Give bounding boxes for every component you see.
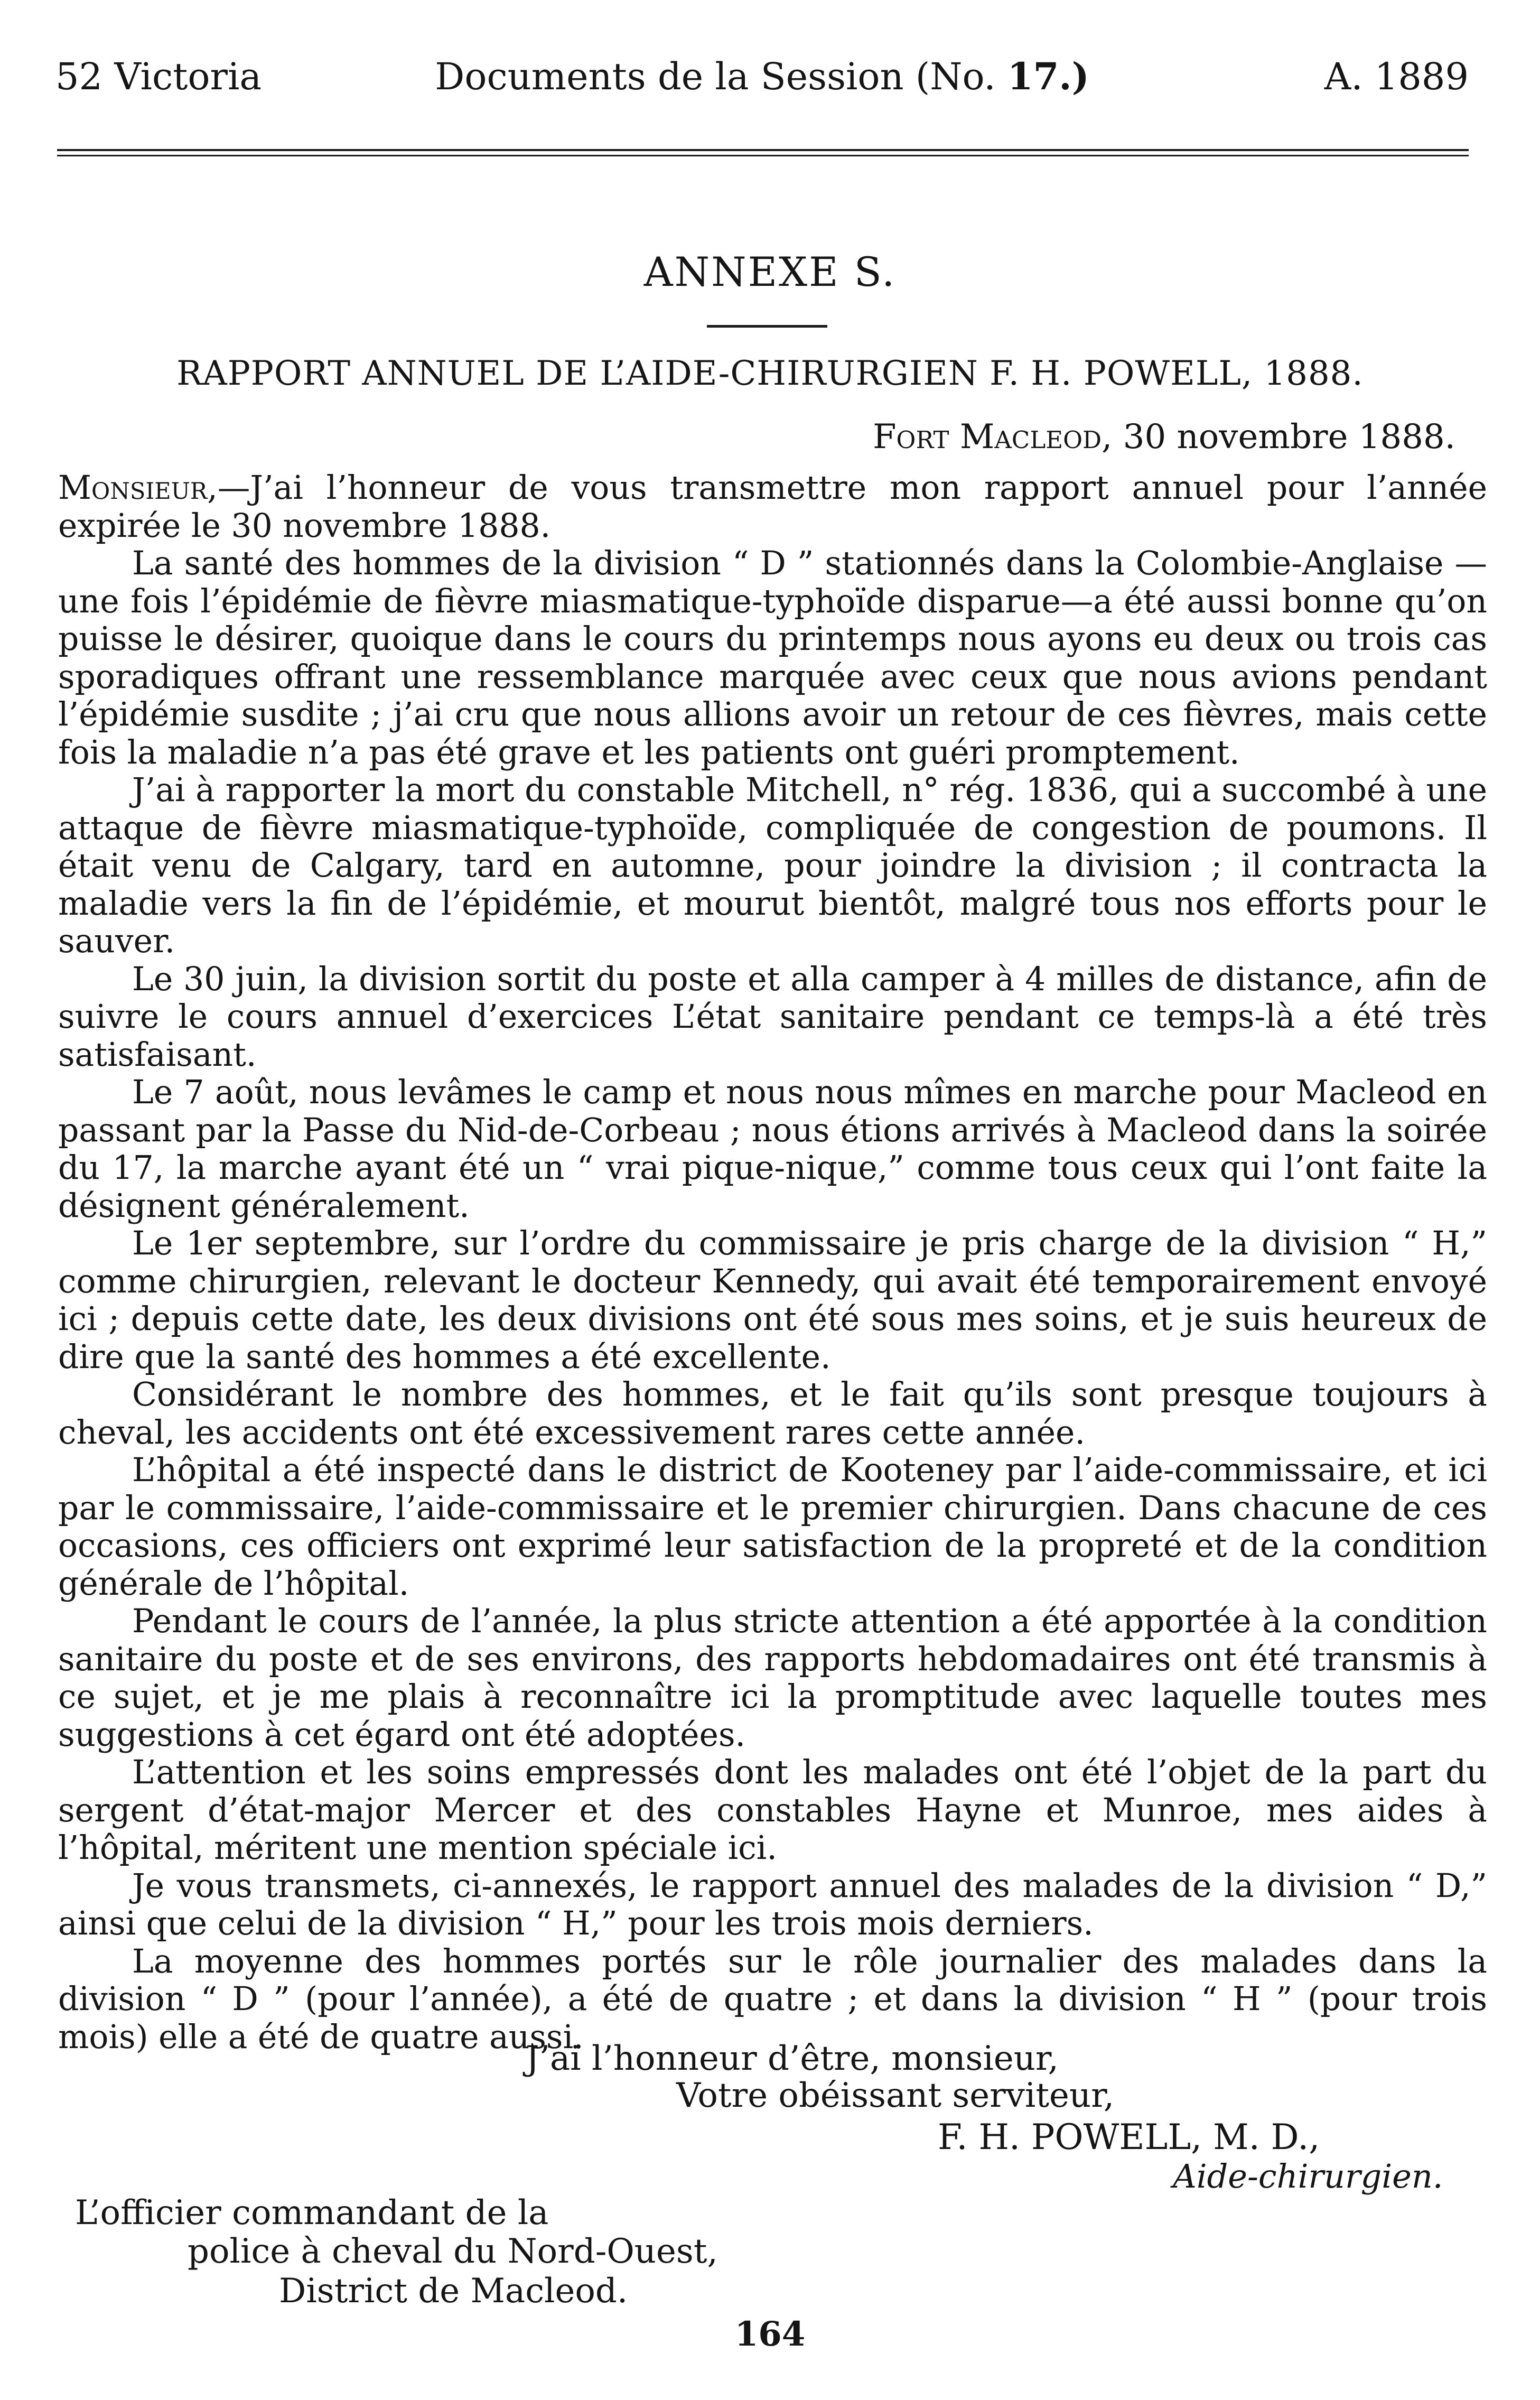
signature-title: Aide-chirurgien.: [1173, 2157, 1443, 2196]
salutation: Monsieur,: [58, 469, 218, 507]
paragraph: [58, 469, 1487, 545]
paragraph: Le 7 août, nous levâmes le camp et nous nous mîmes en marche pour Macleod en passant par la Passe du Nid-de-Corbeau ; nous étions arrivés à Macleod dans la soirée du 17, la marche ayant été un “ vrai pique-nique,” comme tous ceux qui l’ont faite la désignent généralement.: [58, 1073, 1487, 1225]
header-double-rule: [57, 149, 1469, 156]
header-right: A. 1889: [1324, 55, 1469, 98]
report-title: RAPPORT ANNUEL DE L’AIDE-CHIRURGIEN F. H. POWELL, 1888.: [176, 354, 1364, 393]
header-center: [55, 50, 1469, 103]
running-header: [55, 50, 1469, 103]
header-session-number: 17.): [1007, 54, 1089, 98]
header-left: 52 Victoria: [55, 55, 262, 98]
paragraph: La santé des hommes de la division “ D ” stationnés dans la Colombie-Anglaise —une fois l’épidémie de fièvre miasmatique-typhoïde disparue—a été aussi bonne qu’on puisse le désirer, quoique dans le cours du printemps nous ayons eu deux ou trois cas sporadiques offrant une ressemblance marquée avec ceux que nous avions pendant l’épidémie susdite ; j’ai cru que nous allions avoir un retour de ces fièvres, mais cette fois la maladie n’a pas été grave et les patients ont guéri promptement.: [58, 544, 1487, 771]
dateline: [873, 417, 1455, 457]
paragraph: L’attention et les soins empressés dont les malades ont été l’objet de la part du sergent d’état-major Mercer et des constables Hayne et Munroe, mes aides à l’hôpital, méritent une mention spéciale ici.: [58, 1753, 1487, 1867]
paragraph: Je vous transmets, ci-annexés, le rapport annuel des malades de la division “ D,” ainsi que celui de la division “ H,” pour les trois mois derniers.: [58, 1866, 1487, 1942]
annex-title: ANNEXE S.: [643, 248, 897, 295]
paragraph: La moyenne des hommes portés sur le rôle journalier des malades dans la division “ D ” (pour l’année), a été de quatre ; et dans la division “ H ” (pour trois mois) elle a été de quatre aussi.: [58, 1942, 1487, 2056]
paragraph: Pendant le cours de l’année, la plus stricte attention a été apportée à la condition sanitaire du poste et de ses environs, des rapports hebdomadaires ont été transmis à ce sujet, et je me plais à reconnaître ici la promptitude avec laquelle toutes mes suggestions à cet égard ont été adoptées.: [58, 1602, 1487, 1754]
signature-name: F. H. POWELL, M. D.,: [938, 2117, 1320, 2157]
paragraph: L’hôpital a été inspecté dans le district de Kooteney par l’aide-commissaire, et ici par le commissaire, l’aide-commissaire et le premier chirurgien. Dans chacune de ces occasions, ces officiers ont exprimé leur satisfaction de la propreté et de la condition générale de l’hôpital.: [58, 1451, 1487, 1603]
paragraph: Considérant le nombre des hommes, et le fait qu’ils sont presque toujours à cheval, les accidents ont été excessivement rares cette année.: [58, 1375, 1487, 1452]
paragraph: Le 30 juin, la division sortit du poste et alla camper à 4 milles de distance, afin de suivre le cours annuel d’exercices L’état sanitaire pendant ce temps-là a été très satisfaisant.: [58, 960, 1487, 1074]
letter-body: [58, 469, 1487, 2056]
closing-line-1: J’ai l’honneur d’être, monsieur,: [526, 2039, 1059, 2078]
paragraph-text: —J’ai l’honneur de vous transmettre mon rapport annuel pour l’année expirée le 30 novembre 1888.: [58, 469, 1487, 545]
addressee-line-1: L’officier commandant de la: [75, 2193, 549, 2232]
paragraph: Le 1er septembre, sur l’ordre du commissaire je pris charge de la division “ H,” comme chirurgien, relevant le docteur Kennedy, qui avait été temporairement envoyé ici ; depuis cette date, les deux divisions ont été sous mes soins, et je suis heureux de dire que la santé des hommes a été excellente.: [58, 1224, 1487, 1376]
dateline-date: 30 novembre 1888.: [1123, 417, 1455, 457]
closing-line-2: Votre obéissant serviteur,: [676, 2076, 1115, 2115]
dateline-place: Fort Macleod,: [873, 417, 1113, 457]
header-center-prefix: Documents de la Session (No.: [435, 55, 996, 98]
page-number: 164: [734, 2314, 806, 2354]
paragraph: J’ai à rapporter la mort du constable Mitchell, n° rég. 1836, qui a succombé à une attaque de fièvre miasmatique-typhoïde, compliquée de congestion de poumons. Il était venu de Calgary, tard en automne, pour joindre la division ; il contracta la maladie vers la fin de l’épidémie, et mourut bientôt, malgré tous nos efforts pour le sauver.: [58, 771, 1487, 960]
addressee-line-3: District de Macleod.: [279, 2272, 628, 2311]
addressee-line-2: police à cheval du Nord-Ouest,: [188, 2232, 718, 2271]
title-rule: [707, 325, 827, 328]
